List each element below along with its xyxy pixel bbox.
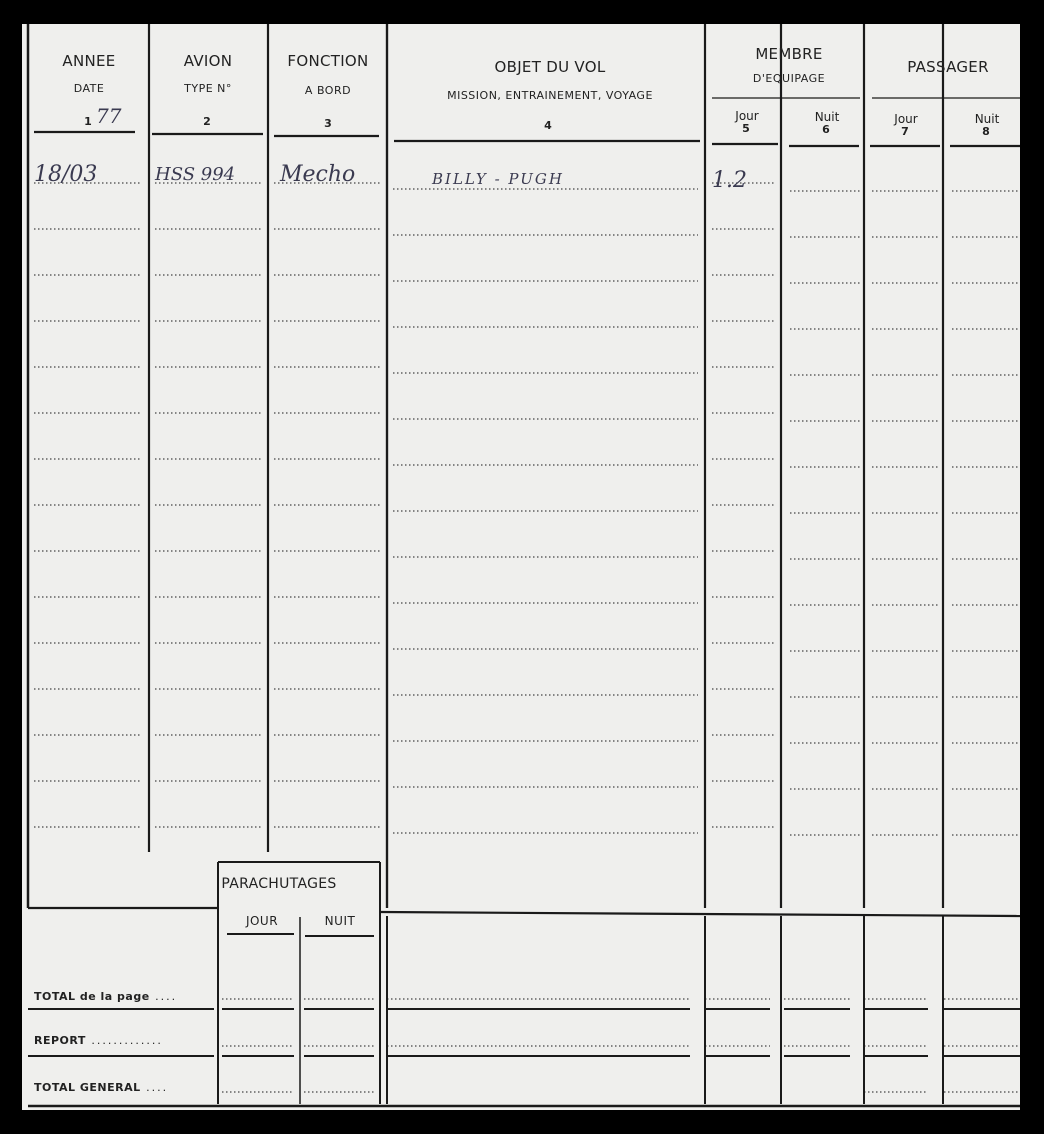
col-avion-title: AVION [183,52,233,70]
logbook-page [22,24,1020,1110]
col-5-number: 5 [742,122,750,135]
entry-crew-day: 1.2 [712,168,747,193]
col-mission-subtitle: MISSION, ENTRAINEMENT, VOYAGE [447,89,653,102]
entry-object: BILLY - PUGH [432,170,564,188]
col-a-bord-subtitle: A BORD [304,84,352,97]
passager-title: PASSAGER [907,58,989,76]
col-annee-title: ANNEE [62,52,116,70]
col-fonction-title: FONCTION [287,52,369,70]
total-page-label: TOTAL de la page .... [34,990,178,1003]
membre-title: MEMBRE [755,45,823,63]
col-3-number: 3 [324,117,332,130]
col-5-label: Jour [735,109,759,123]
col-8-label: Nuit [974,112,1000,126]
entry-function: Mecho [280,162,356,187]
parachutages-title: PARACHUTAGES [221,876,337,892]
col-6-label: Nuit [814,110,840,124]
col-7-label: Jour [894,112,918,126]
parachutages-jour: JOUR [245,914,279,928]
col-1-number: 1 [84,115,92,128]
col-4-number: 4 [544,119,552,132]
parachutages-nuit: NUIT [324,914,356,928]
footer-top-right [380,912,1020,916]
col-objet-title: OBJET DU VOL [494,58,606,76]
entry-aircraft: HSS 994 [155,164,236,185]
col-date-subtitle: DATE [73,82,105,95]
report-label: REPORT ............. [34,1034,163,1047]
equipage-subtitle: D'EQUIPAGE [752,72,826,85]
col-8-number: 8 [982,125,990,138]
col-6-number: 6 [822,123,830,136]
col-type-subtitle: TYPE N° [184,82,232,95]
entry-date: 18/03 [34,162,98,187]
col-2-number: 2 [203,115,211,128]
total-general-label: TOTAL GENERAL .... [34,1081,169,1094]
year-handwritten: 77 [96,104,122,128]
col-7-number: 7 [901,125,909,138]
